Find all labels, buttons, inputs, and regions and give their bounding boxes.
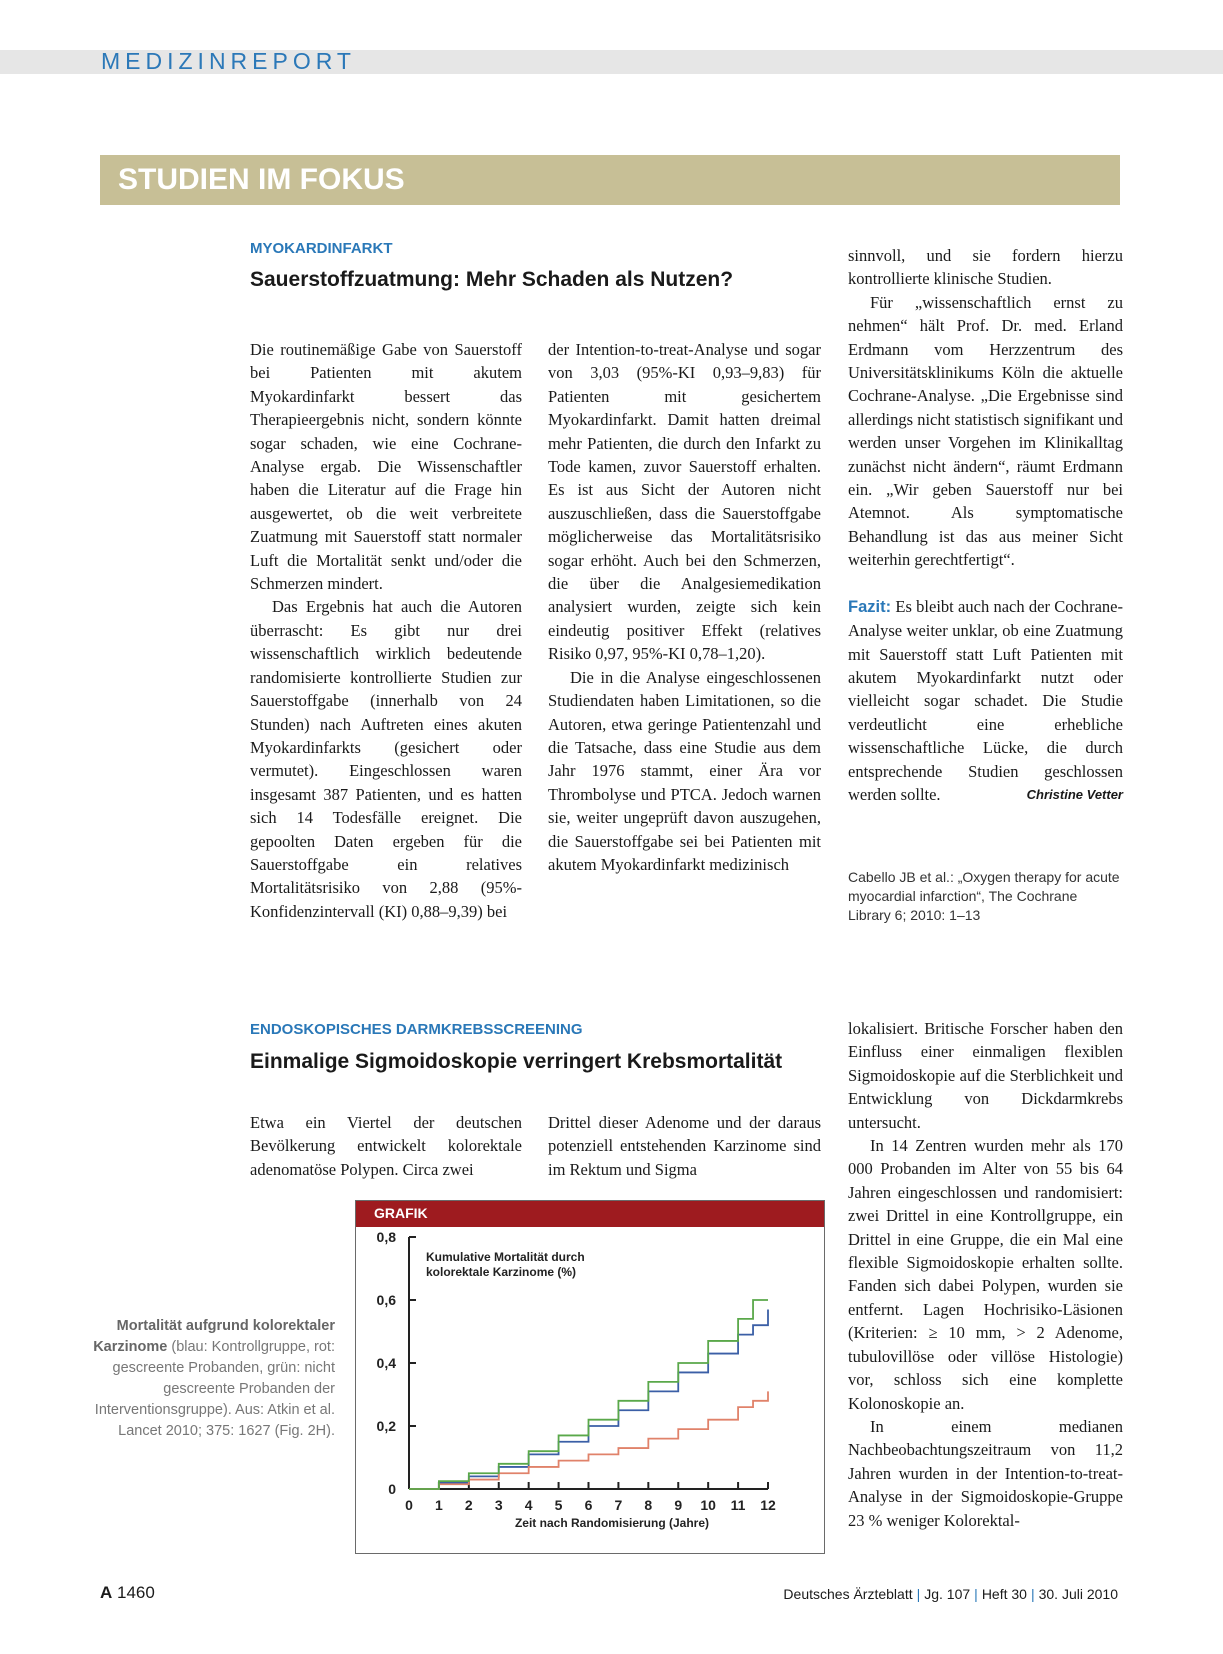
- article2-headline: Einmalige Sigmoidoskopie verringert Krebsmortalität: [250, 1050, 783, 1073]
- article1-paragraph: der Intention-to-treat-Analyse und sogar von 3,03 (95%-KI 0,93–9,83) für Patienten mit gesichertem Myokardinfarkt. Damit hatten dreimal mehr Patienten, die durch den Infarkt zu Tode kamen, zuvor Sauerstoff erhalten. Es ist aus Sicht der Autoren nicht auszuschließen, dass die Sauerstoffgabe möglicherweise das Mortalitätsrisiko sogar erhöht. Auch bei den Schmerzen, die über die Analgesiemedikation analysiert wurden, zeigte sich kein eindeutig positiver Effekt (relatives Risiko 0,97, 95%-KI 0,78–1,20).: [548, 340, 821, 664]
- article1-paragraph: Die in die Analyse eingeschlossenen Studiendaten haben Limitationen, so die Autoren, etwa geringe Patientenzahl und die Tatsache, dass eine Studie aus dem Jahr 1976 stammt, einer Ära vor Thrombolyse und PTCA. Jedoch warnen sie, weiter ungeprüft davon auszugehen, die Sauerstoffgabe sei bei Patienten mit akutem Myokardinfarkt medizinisch: [548, 667, 821, 874]
- article2-column-3: [848, 1017, 1123, 1532]
- y-tick-label: 0: [388, 1481, 396, 1497]
- y-tick-label: 0,4: [376, 1355, 396, 1371]
- journal-name: Deutsches Ärzteblatt: [783, 1586, 913, 1602]
- x-axis-label: Zeit nach Randomisierung (Jahre): [514, 1516, 710, 1530]
- article2-paragraph: Drittel dieser Adenome und der daraus potenziell entstehenden Karzinome sind im Rektum und Sigma: [548, 1113, 821, 1179]
- mortality-chart: [356, 1227, 824, 1553]
- article1-column-1: [250, 338, 522, 923]
- y-tick-label: 0,2: [376, 1418, 396, 1434]
- article1-column-2: [548, 338, 821, 876]
- article1-kicker: MYOKARDINFARKT: [250, 240, 393, 257]
- banner-title: STUDIEN IM FOKUS: [118, 163, 405, 196]
- fazit-paragraph: [848, 595, 1123, 807]
- section-label: MEDIZINREPORT: [101, 48, 356, 74]
- article2-kicker: ENDOSKOPISCHES DARMKREBSSCREENING: [250, 1021, 583, 1038]
- article2-column-1: [250, 1111, 522, 1181]
- article1-headline: Sauerstoffzuatmung: Mehr Schaden als Nutzen?: [250, 268, 734, 291]
- article2-paragraph: Etwa ein Viertel der deutschen Bevölkerung entwickelt kolorektale adenomatöse Polypen. Circa zwei: [250, 1113, 522, 1179]
- article2-paragraph: In 14 Zentren wurden mehr als 170 000 Probanden im Alter von 55 bis 64 Jahren eingeschlossen und randomisiert: zwei Drittel in eine Kontrollgruppe, ein Drittel in eine Gruppe, die ein Mal eine flexible Sigmoidoskopie erhalten sollte. Fanden sich dabei Polypen, wurden sie entfernt. Lagen Hochrisiko-Läsionen (Kriterien: ≥ 10 mm, > 2 Adenome, tubulovillöse oder villöse Histologie) vor, schloss sich eine komplette Kolonoskopie an.: [848, 1136, 1123, 1413]
- article2-paragraph: In einem medianen Nachbeobachtungszeitraum von 11,2 Jahren wurden in der Intention-to-treat-Analyse in der Sigmoidoskopie-Gruppe 23 % weniger Kolorektal-: [848, 1416, 1123, 1530]
- article1-paragraph: Für „wissenschaftlich ernst zu nehmen“ hält Prof. Dr. med. Erland Erdmann vom Herzzentrum des Universitätsklinikums Köln die aktuelle Cochrane-Analyse. „Die Ergebnisse sind allerdings nicht statistisch signifikant und werden unser Vorgehen im Klinikalltag zunächst nicht ändern“, räumt Erdmann ein. „Wir geben Sauerstoff nur bei Atemnot. Als symptomatische Behandlung ist das aus meiner Sicht weiterhin gerechtfertigt“.: [848, 292, 1123, 570]
- section-banner: [100, 155, 1120, 205]
- article1-column-3: [848, 244, 1123, 806]
- x-tick-label: 10: [700, 1497, 716, 1513]
- page-number: [100, 1583, 155, 1603]
- x-tick-label: 2: [464, 1497, 473, 1513]
- x-tick-label: 9: [674, 1497, 683, 1513]
- journal-info: Deutsches Ärzteblatt | Jg. 107 | Heft 30 | 30. Juli 2010: [783, 1586, 1118, 1602]
- page-prefix: A: [100, 1583, 113, 1602]
- caption-text: (blau: Kontrollgruppe, rot: gescreente Probanden, grün: nicht gescreente Probanden der Interventionsgruppe). Aus: Atkin et al. Lancet 2010; 375: 1627 (Fig. 2H).: [94, 1339, 335, 1439]
- figure-caption: [90, 1316, 335, 1442]
- x-tick-label: 0: [405, 1497, 413, 1513]
- y-tick-label: 0,6: [376, 1292, 396, 1308]
- article1-reference: Cabello JB et al.: „Oxygen therapy for acute myocardial infarction“, The Cochrane Library 6; 2010: 1–13: [848, 869, 1120, 923]
- article2-paragraph: lokalisiert. Britische Forscher haben den Einfluss einer einmaligen flexiblen Sigmoidoskopie auf die Sterblichkeit und Entwicklung von Dickdarmkrebs untersucht.: [848, 1019, 1123, 1132]
- article1-paragraph: sinnvoll, und sie fordern hierzu kontrollierte klinische Studien.: [848, 246, 1123, 289]
- chart-title: Kumulative Mortalität durch: [426, 1250, 585, 1264]
- x-tick-label: 7: [614, 1497, 623, 1513]
- article2-column-2: [548, 1111, 821, 1181]
- figure-box: [355, 1200, 825, 1554]
- x-tick-label: 8: [644, 1497, 653, 1513]
- figure-header: [356, 1201, 824, 1227]
- caption-bold: Mortalität aufgrund kolorektaler Karzinome: [93, 1318, 335, 1355]
- y-tick-label: 0,8: [376, 1229, 396, 1245]
- x-tick-label: 12: [760, 1497, 776, 1513]
- x-tick-label: 3: [494, 1497, 503, 1513]
- x-tick-label: 11: [730, 1497, 746, 1513]
- x-tick-label: 4: [524, 1497, 533, 1513]
- author-name: Christine Vetter: [1026, 786, 1123, 802]
- fazit-label: Fazit:: [848, 597, 892, 616]
- article1-paragraph: Das Ergebnis hat auch die Autoren überrascht: Es gibt nur drei wissenschaftlich wirklich bedeutende randomisierte kontrollierte Studien zur Sauerstoffgabe (innerhalb von 24 Stunden) nach Auftreten eines akuten Myokardinfarkts (gesichert oder vermutet). Eingeschlossen waren insgesamt 387 Patienten, und es hatten sich 14 Todesfälle ereignet. Die gepoolten Daten ergeben für die Sauerstoffgabe ein relatives Mortalitätsrisiko von 2,88 (95%-Konfidenzintervall (KI) 0,88–9,39) bei: [250, 597, 522, 921]
- chart-title-line2: kolorektale Karzinome (%): [426, 1265, 577, 1279]
- article1-paragraph: Die routinemäßige Gabe von Sauerstoff bei Patienten mit akutem Myokardinfarkt bessert das Therapieergebnis nicht, sondern könnte sogar schaden, wie eine Cochrane-Analyse ergab. Die Wissenschaftler haben die Literatur auf die Frage hin ausgewertet, ob die weit verbreitete Zuatmung mit Sauerstoff statt normaler Luft die Mortalität senkt und/oder die Schmerzen mindert.: [250, 340, 522, 594]
- x-tick-label: 1: [435, 1497, 443, 1513]
- page-number-value: 1460: [117, 1583, 155, 1602]
- figure-label: GRAFIK: [374, 1205, 428, 1221]
- journal-issue: Heft 30: [981, 1586, 1027, 1602]
- fazit-text: Es bleibt auch nach der Cochrane-Analyse weiter unklar, ob eine Zuatmung mit Sauerstoff statt Luft Patienten mit akutem Myokardinfarkt nutzt oder vielleicht sogar schadet. Die Studie verdeutlicht eine erhebliche wissenschaftliche Lücke, die durch entsprechende Studien geschlossen werden sollte.: [848, 596, 1124, 804]
- x-tick-label: 5: [554, 1497, 563, 1513]
- series-line-0: [409, 1309, 768, 1489]
- journal-date: 30. Juli 2010: [1038, 1586, 1118, 1602]
- x-tick-label: 6: [584, 1497, 593, 1513]
- journal-volume: Jg. 107: [924, 1586, 971, 1602]
